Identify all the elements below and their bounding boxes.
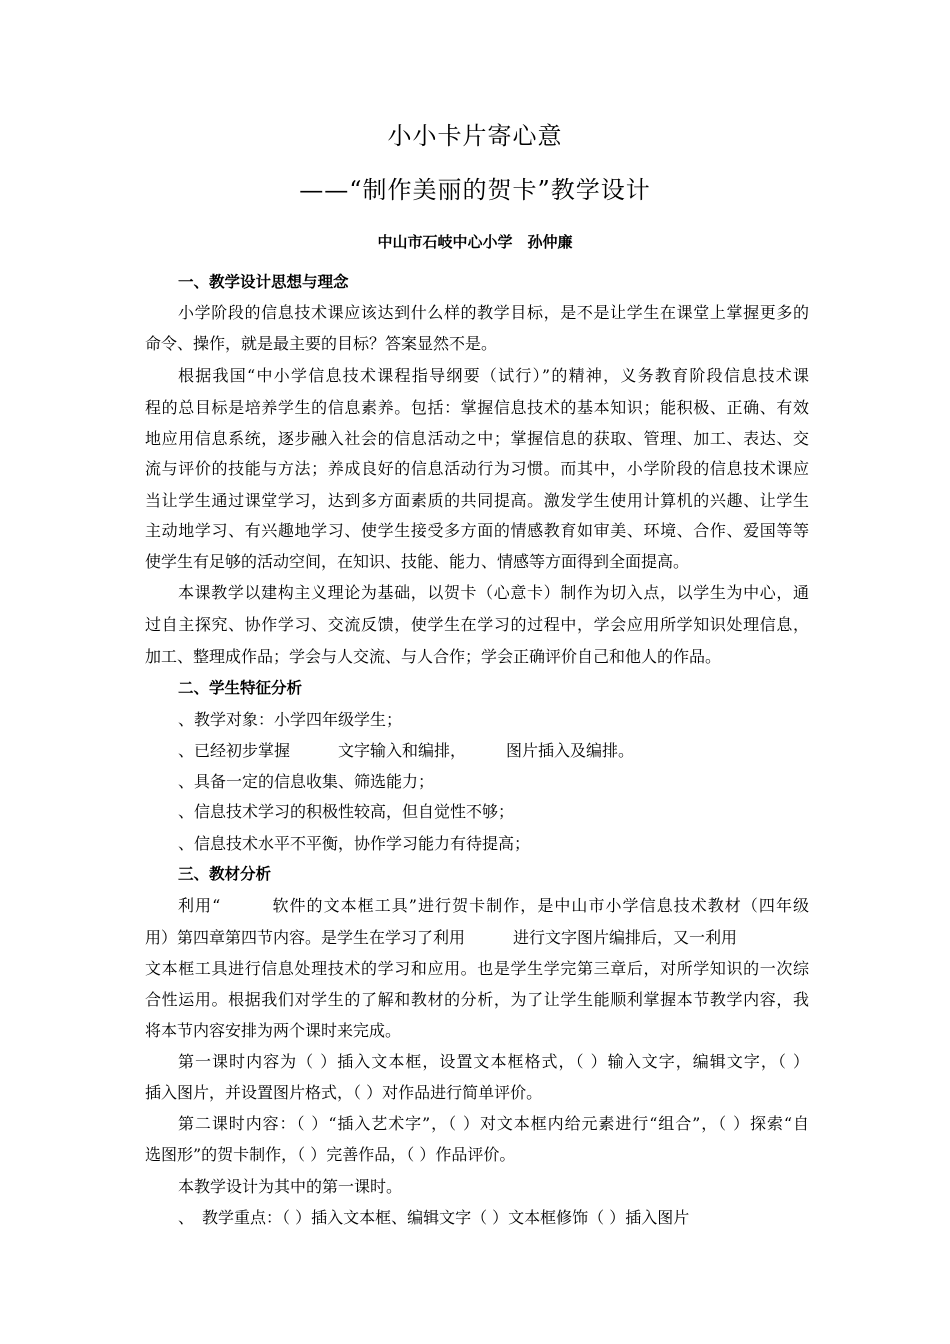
paragraph-line: 地应用信息系统，逐步融入社会的信息活动之中；掌握信息的获取、管理、加工、表达、交 — [145, 429, 809, 448]
paragraph-line: 选图形”的贺卡制作，（ ）完善作品，（ ）作品评价。 — [145, 1145, 516, 1164]
paragraph-line: 本课教学以建构主义理论为基础，以贺卡（心意卡）制作为切入点，以学生为中心，通 — [178, 583, 809, 602]
list-item: 、信息技术水平不平衡，协作学习能力有待提高； — [178, 834, 531, 853]
paragraph-line: 命令、操作，就是最主要的目标？答案显然不是。 — [145, 334, 498, 353]
paragraph-line: 根据我国“中小学信息技术课程指导纲要（试行）”的精神，义务教育阶段信息技术课 — [178, 366, 809, 385]
list-item: 、具备一定的信息收集、筛选能力； — [178, 772, 435, 791]
paragraph-line: 主动地学习、有兴趣地学习、使学生接受多方面的情感教育如审美、环境、合作、爱国等等 — [145, 521, 809, 540]
section-heading-1: 一、教学设计思想与理念 — [178, 273, 349, 291]
list-item: 、已经初步掌握 文字输入和编排， 图片插入及编排。 — [178, 741, 635, 760]
paragraph-line: 文本框工具进行信息处理技术的学习和应用。也是学生学完第三章后，对所学知识的一次综 — [145, 959, 809, 978]
author-line: 中山市石岐中心小学 孙仲廉 — [377, 233, 573, 251]
paragraph-line: 加工、整理成作品；学会与人交流、与人合作；学会正确评价自己和他人的作品。 — [145, 647, 722, 666]
list-item: 、教学对象：小学四年级学生； — [178, 710, 403, 729]
paragraph-line: 当让学生通过课堂学习，达到多方面素质的共同提高。激发学生使用计算机的兴趣、让学生 — [145, 491, 809, 510]
section-heading-3: 三、教材分析 — [178, 865, 272, 883]
paragraph-line: 过自主探究、协作学习、交流反馈，使学生在学习的过程中，学会应用所学知识处理信息， — [145, 615, 809, 634]
document-subtitle: ——“制作美丽的贺卡”教学设计 — [299, 176, 651, 204]
paragraph-line: 本教学设计为其中的第一课时。 — [178, 1177, 403, 1196]
list-item: 、信息技术学习的积极性较高，但自觉性不够； — [178, 802, 515, 821]
section-heading-2: 二、学生特征分析 — [178, 679, 303, 697]
paragraph-line: 流与评价的技能与方法；养成良好的信息活动行为习惯。而其中，小学阶段的信息技术课应 — [145, 459, 809, 478]
paragraph-line: 用）第四章第四节内容。是学生在学习了利用 进行文字图片编排后，又一利用 — [145, 928, 738, 947]
paragraph-line: 合性运用。根据我们对学生的了解和教材的分析，为了让学生能顺利掌握本节教学内容，我 — [145, 990, 809, 1009]
paragraph-line: 将本节内容安排为两个课时来完成。 — [145, 1021, 402, 1040]
paragraph-line: 第二课时内容：（ ）“插入艺术字”，（ ）对文本框内给元素进行“组合”，（ ）探索“自 — [178, 1114, 809, 1133]
document-title: 小小卡片寄心意 — [387, 122, 563, 150]
paragraph-line: 小学阶段的信息技术课应该达到什么样的教学目标，是不是让学生在课堂上掌握更多的 — [178, 303, 809, 322]
paragraph-line: 插入图片，并设置图片格式，（ ）对作品进行简单评价。 — [145, 1083, 543, 1102]
paragraph-line: 程的总目标是培养学生的信息素养。包括：掌握信息技术的基本知识；能积极、正确、有效 — [145, 398, 809, 417]
paragraph-line: 利用“ 软件的文本框工具”进行贺卡制作，是中山市小学信息技术教材（四年级 — [178, 896, 809, 915]
paragraph-line: 、 教学重点：（ ）插入文本框、编辑文字（ ）文本框修饰（ ）插入图片 — [178, 1208, 690, 1227]
paragraph-line: 使学生有足够的活动空间，在知识、技能、能力、情感等方面得到全面提高。 — [145, 552, 690, 571]
paragraph-line: 第一课时内容为（ ）插入文本框，设置文本框格式，（ ）输入文字，编辑文字，（ ） — [178, 1052, 809, 1071]
